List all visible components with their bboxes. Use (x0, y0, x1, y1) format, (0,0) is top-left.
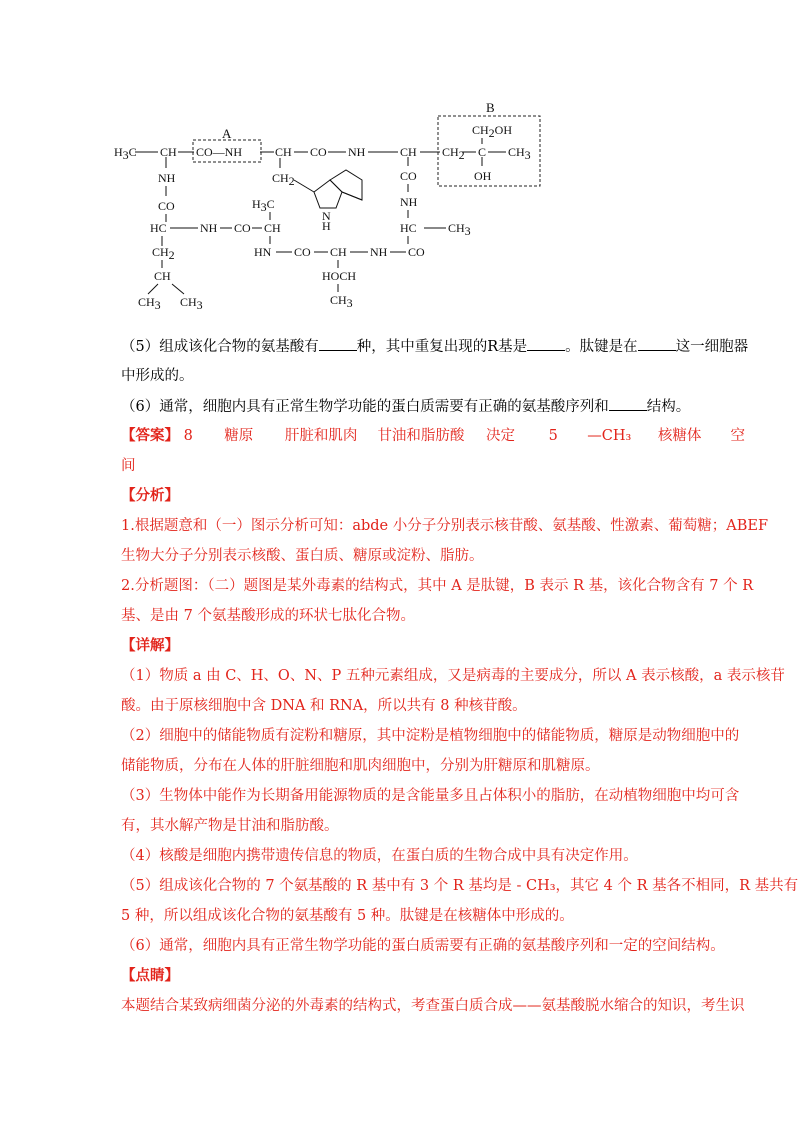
answer-item: 空 (730, 428, 745, 444)
label-a: A (222, 126, 232, 141)
answer-line (121, 426, 745, 446)
svg-text:CO—NH: CO—NH (196, 145, 243, 159)
indole-five-ring (314, 180, 342, 208)
structural-formula-diagram (100, 96, 560, 318)
question-6: （6）通常，细胞内具有正常生物学功能的蛋白质需要有正确的氨基酸序列和 结构。 (121, 396, 690, 417)
svg-text:N: N (322, 209, 331, 223)
svg-text:CO: CO (310, 145, 327, 159)
svg-text:CH: CH (160, 145, 177, 159)
svg-text:HOCH: HOCH (322, 269, 357, 283)
answer-item: 核糖体 (657, 428, 702, 444)
svg-text:CH: CH (400, 145, 417, 159)
svg-text:CH2: CH2 (442, 145, 465, 162)
svg-text:CH3: CH3 (138, 295, 161, 312)
answer-wrap: 间 (121, 458, 136, 474)
svg-text:CO: CO (294, 245, 311, 259)
comment-label: 【点睛】 (121, 967, 179, 984)
svg-text:H: H (322, 219, 331, 233)
svg-text:H3C: H3C (252, 197, 275, 214)
svg-text:CH3: CH3 (180, 295, 203, 312)
label-b: B (486, 100, 495, 115)
svg-text:NH: NH (400, 195, 418, 209)
detail-1-line1: （1）物质 a 由 C、H、O、N、P 五种元素组成，又是病毒的主要成分，所以 A 表示核酸，a 表示核苷 (121, 668, 785, 684)
detail-label: 【详解】 (121, 637, 179, 654)
svg-text:CH2: CH2 (152, 245, 175, 262)
svg-text:NH: NH (200, 221, 218, 235)
question-5-line2: 中形成的。 (121, 368, 194, 384)
blank-organelle (638, 336, 676, 351)
blank-amino-acid-count (319, 336, 357, 351)
svg-text:C: C (478, 145, 487, 159)
svg-text:CO: CO (158, 199, 175, 213)
svg-text:NH: NH (348, 145, 366, 159)
answer-label: 【答案】 (121, 427, 179, 444)
svg-text:OH: OH (474, 169, 492, 183)
detail-6-line1: （6）通常，细胞内具有正常生物学功能的蛋白质需要有正确的氨基酸序列和一定的空间结构。 (121, 938, 725, 954)
answer-item: 决定 (486, 428, 516, 444)
analysis-p2-line2: 基、是由 7 个氨基酸形成的环状七肽化合物。 (121, 608, 415, 624)
analysis-p1-line2: 生物大分子分别表示核酸、蛋白质、糖原或淀粉、脂肪。 (121, 548, 484, 564)
svg-text:CO: CO (408, 245, 425, 259)
indole-six-ring (330, 170, 362, 200)
svg-text:CO: CO (400, 169, 417, 183)
svg-text:HC: HC (400, 221, 417, 235)
detail-2-line2: 储能物质，分布在人体的肝脏细胞和肌肉细胞中，分别为肝糖原和肌糖原。 (121, 758, 600, 774)
blank-repeated-r-group (527, 336, 565, 351)
svg-text:HN: HN (254, 245, 272, 259)
answer-item: 甘油和脂肪酸 (377, 428, 465, 444)
answer-item: 8 (183, 428, 193, 444)
detail-1-line2: 酸。由于原核细胞中含 DNA 和 RNA，所以共有 8 种核苷酸。 (121, 698, 527, 714)
answer-item: 5 (548, 428, 558, 444)
answer-item: 肝脏和肌肉 (284, 428, 358, 444)
analysis-p2-line1: 2.分析题图：（二）题图是某外毒素的结构式，其中 A 是肽键，B 表示 R 基，该化合物含有 7 个 R (121, 578, 754, 594)
svg-text:NH: NH (370, 245, 388, 259)
answer-item: 糖原 (224, 428, 254, 444)
svg-text:CH2: CH2 (272, 171, 295, 188)
detail-5-line2: 5 种，所以组成该化合物的氨基酸有 5 种。肽键是在核糖体中形成的。 (121, 908, 574, 924)
svg-text:HC: HC (150, 221, 167, 235)
svg-text:CH2OH: CH2OH (472, 123, 513, 140)
detail-4-line1: （4）核酸是细胞内携带遗传信息的物质，在蛋白质的生物合成中具有决定作用。 (121, 848, 638, 864)
svg-text:CH: CH (330, 245, 347, 259)
svg-text:CH: CH (275, 145, 292, 159)
svg-text:CH: CH (154, 269, 171, 283)
svg-text:CH: CH (264, 221, 281, 235)
detail-2-line1: （2）细胞中的储能物质有淀粉和糖原，其中淀粉是植物细胞中的储能物质，糖原是动物细胞中的 (121, 728, 740, 744)
answer-item: —CH₃ (587, 428, 632, 444)
svg-text:CH3: CH3 (508, 145, 531, 162)
svg-text:NH: NH (158, 171, 176, 185)
svg-text:CO: CO (234, 221, 251, 235)
comment-line1: 本题结合某致病细菌分泌的外毒素的结构式，考查蛋白质合成——氨基酸脱水缩合的知识，考生识 (121, 998, 745, 1014)
analysis-p1-line1: 1.根据题意和（一）图示分析可知：abde 小分子分别表示核苷酸、氨基酸、性激素、葡萄糖；ABEF (121, 518, 769, 534)
svg-text:CH3: CH3 (448, 221, 471, 238)
detail-3-line2: 有，其水解产物是甘油和脂肪酸。 (121, 818, 339, 834)
h3c-top: H3C (114, 145, 137, 162)
question-5-line1: （5）组成该化合物的氨基酸有 种，其中重复出现的R基是 。肽键是在 这一细胞器 (121, 336, 748, 357)
detail-5-line1: （5）组成该化合物的 7 个氨基酸的 R 基中有 3 个 R 基均是 - CH₃，其它 4 个 R 基各不相同，R 基共有 (121, 878, 799, 894)
analysis-label: 【分析】 (121, 487, 179, 504)
blank-structure (609, 396, 647, 411)
svg-text:CH3: CH3 (330, 293, 353, 310)
detail-3-line1: （3）生物体中能作为长期备用能源物质的是含能量多且占体积小的脂肪，在动植物细胞中均可含 (121, 788, 740, 804)
